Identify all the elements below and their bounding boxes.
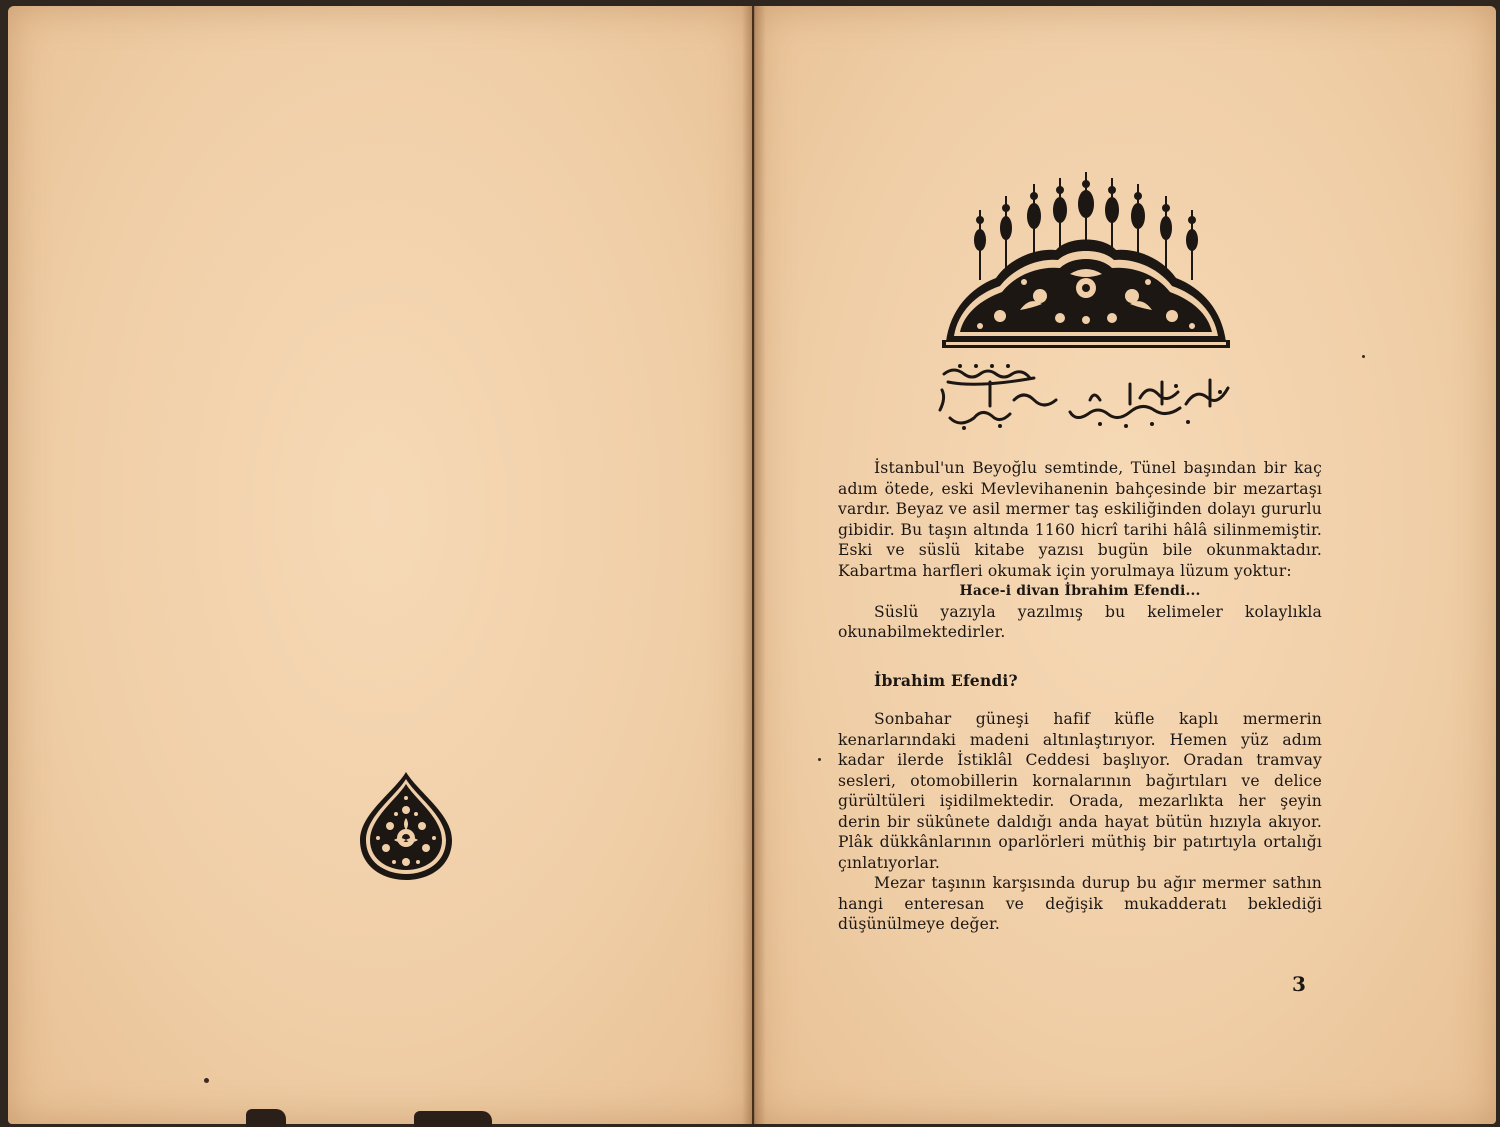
paragraph-4: Mezar taşının karşısında durup bu ağır mermer sathın hangi enteresan ve değişik mukadderatı beklediği düşünülmeye değer.: [838, 874, 1322, 933]
page-number: 3: [1292, 972, 1306, 996]
teardrop-ornament-icon: [356, 770, 456, 882]
intro-paragraph: İstanbul'un Beyoğlu semtinde, Tünel başından bir kaç adım ötede, eski Mevlevihanenin bahçesinde bir mezartaşı vardır. Beyaz ve asil mermer taş eskiliğinden dolayı gururlu gibidir. Bu taşın altında 1160 hicrî tarihi hâlâ silinmemiştir. Eski ve süslü kitabe yazısı bugün bile okunmaktadır. Kabartma harfleri okumak için yorulmaya lüzum yoktur:: [838, 459, 1322, 580]
ink-speck: [204, 1078, 209, 1083]
floral-headpiece-icon: [940, 170, 1232, 356]
paragraph-3: Sonbahar güneşi hafif küfle kaplı mermerin kenarlarındaki madeni altınlaştırıyor. Hemen yüz adım kadar ilerde İstiklâl Ceddesi başlıyor. Oradan tramvay sesleri, otomobillerin kornalarının bağırtıları ve delice gürültüleri işidilmektedir. Orada, mezarlıkta her şeyin derin bir sükûnete daldığı anda hayat bütün hızıyla akıyor. Plâk dükkânlarının oparlörleri müthiş bir patırtıyla ortalığı çınlatıyorlar.: [838, 710, 1322, 872]
inscription-line: Hace-i divan İbrahim Efendi...: [959, 583, 1201, 599]
ottoman-calligraphy-icon: [930, 360, 1250, 440]
ink-speck: [1362, 355, 1365, 358]
section-heading: İbrahim Efendi?: [874, 670, 1018, 690]
page-stain: [414, 1111, 492, 1127]
ink-speck: [818, 758, 821, 761]
main-text-block: [838, 458, 1322, 935]
page-stain: [246, 1109, 286, 1127]
book-gutter: [742, 6, 766, 1124]
paragraph-2: Süslü yazıyla yazılmış bu kelimeler kolaylıkla okunabilmektedirler.: [838, 602, 1322, 641]
left-page: [8, 6, 752, 1124]
